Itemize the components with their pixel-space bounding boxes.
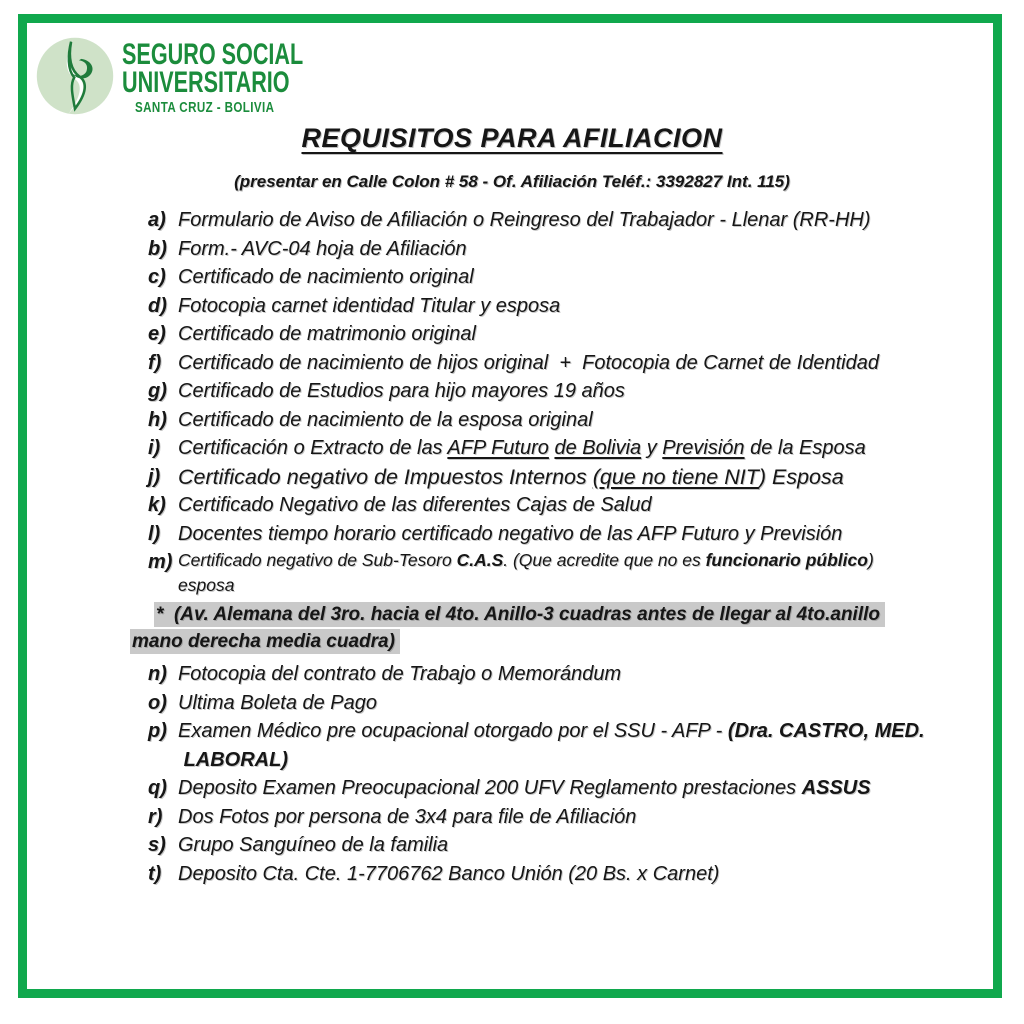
item-text-run: Deposito Examen Preocupacional 200 UFV Reglamento prestaciones xyxy=(178,777,802,799)
list-item xyxy=(0,491,1002,520)
item-text xyxy=(178,774,1002,803)
item-text xyxy=(178,860,1002,889)
note-item xyxy=(0,604,1002,653)
list-item xyxy=(0,520,1002,549)
item-label: i) xyxy=(148,437,161,459)
logo-line2: UNIVERSITARIO xyxy=(122,66,290,99)
list-item xyxy=(0,463,1002,492)
item-label: s) xyxy=(148,834,166,856)
item-text-run: AFP Futuro xyxy=(447,437,549,459)
list-item xyxy=(0,774,1002,803)
item-text-run: Formulario de Aviso de Afiliación o Reingreso del Trabajador - Llenar (RR-HH) xyxy=(178,209,871,231)
list-item xyxy=(0,660,1002,689)
item-text-run: de la Esposa xyxy=(744,437,866,459)
item-text-run: Certificación o Extracto de las xyxy=(178,437,448,459)
item-text xyxy=(178,660,1002,689)
item-text-run: funcionario público xyxy=(705,550,868,570)
item-text xyxy=(178,548,1002,598)
item-text-run: de Bolivia xyxy=(554,437,642,459)
logo-line3: SANTA CRUZ - BOLIVIA xyxy=(135,100,275,116)
list-item xyxy=(0,717,1002,774)
item-text-run: LABORAL) xyxy=(178,748,288,771)
item-text xyxy=(178,406,1002,435)
item-text xyxy=(178,292,1002,321)
item-text xyxy=(178,689,1002,718)
item-label: h) xyxy=(148,408,167,431)
logo xyxy=(34,34,314,124)
item-label: l) xyxy=(148,522,161,545)
item-text-run: Certificado de nacimiento de hijos original + Fotocopia de Carnet de Identidad xyxy=(178,351,879,374)
item-text-run: Fotocopia carnet identidad Titular y esposa xyxy=(178,294,561,317)
item-text xyxy=(178,434,1002,463)
item-label: b) xyxy=(148,237,167,260)
page-title: REQUISITOS PARA AFILIACION xyxy=(301,123,723,153)
item-label: f) xyxy=(148,351,162,374)
item-text-run: Previsión xyxy=(662,437,745,459)
item-text-run: C.A.S xyxy=(456,550,504,570)
item-text xyxy=(178,463,1002,492)
item-text xyxy=(178,520,1002,549)
item-text-run: Form.- AVC-04 hoja de Afiliación xyxy=(178,237,467,260)
list-item xyxy=(0,235,1002,264)
item-label: e) xyxy=(148,323,166,345)
item-label: g) xyxy=(148,380,167,402)
list-item xyxy=(0,434,1002,463)
item-text-run: Docentes tiempo horario certificado negativo de las AFP Futuro y Previsión xyxy=(178,522,843,545)
item-text-run: mano derecha media cuadra) xyxy=(130,629,400,654)
list-item xyxy=(0,406,1002,435)
item-text-run: esposa xyxy=(178,575,235,595)
item-label: c) xyxy=(148,266,166,288)
list-item xyxy=(0,320,1002,349)
logo-text xyxy=(122,38,374,116)
requirements-list xyxy=(0,206,1002,888)
item-text xyxy=(178,377,1002,406)
item-label: a) xyxy=(148,209,166,231)
list-item xyxy=(0,831,1002,860)
item-text-run: Certificado negativo de Sub-Tesoro xyxy=(178,550,457,570)
item-text xyxy=(178,717,1002,774)
item-label: r) xyxy=(148,805,163,828)
logo-line1: SEGURO SOCIAL xyxy=(122,38,304,71)
item-text-run: Certificado de Estudios para hijo mayores 19 años xyxy=(178,380,625,402)
list-item xyxy=(0,292,1002,321)
item-text xyxy=(178,206,1002,235)
item-text-run: Certificado negativo de Impuestos Internos xyxy=(178,464,593,489)
item-label: k) xyxy=(148,494,166,516)
item-text xyxy=(178,803,1002,832)
list-item xyxy=(0,377,1002,406)
item-text-run: Examen Médico pre ocupacional otorgado por el SSU - AFP - xyxy=(178,720,728,742)
item-text-run: Certificado de nacimiento de la esposa original xyxy=(178,408,593,431)
item-text-run: Deposito Cta. Cte. 1-7706762 Banco Unión (20 Bs. x Carnet) xyxy=(178,862,720,885)
item-text xyxy=(178,831,1002,860)
item-text-run: * (Av. Alemana del 3ro. hacia el 4to. Anillo-3 cuadras antes de llegar al 4to.anillo xyxy=(154,602,885,627)
item-text-run: y xyxy=(641,437,663,459)
item-label: m) xyxy=(148,551,173,573)
item-label: j) xyxy=(148,465,161,488)
item-text-run: Certificado de nacimiento original xyxy=(178,266,474,288)
item-text xyxy=(178,491,1002,520)
item-text-run: ) xyxy=(867,550,874,570)
item-text-run: (que no tiene NIT xyxy=(592,464,759,489)
item-label: q) xyxy=(148,777,167,799)
page-subtitle: (presentar en Calle Colon # 58 - Of. Afiliación Teléf.: 3392827 Int. 115) xyxy=(234,172,790,191)
item-text-run: (Dra. CASTRO, MED. xyxy=(727,720,925,742)
item-text-run: Certificado de matrimonio original xyxy=(178,323,476,345)
item-label: p) xyxy=(148,720,167,742)
item-text xyxy=(178,263,1002,292)
item-text xyxy=(178,320,1002,349)
list-item xyxy=(0,349,1002,378)
list-item xyxy=(0,689,1002,718)
item-label: t) xyxy=(148,862,162,885)
logo-circle-icon xyxy=(36,37,114,115)
item-text-run: Dos Fotos por persona de 3x4 para file de Afiliación xyxy=(178,805,637,828)
item-text xyxy=(178,235,1002,264)
item-text-run: ASSUS xyxy=(801,777,871,799)
item-label: d) xyxy=(148,294,167,317)
list-item xyxy=(0,263,1002,292)
item-label: o) xyxy=(148,691,167,714)
item-text-run: Ultima Boleta de Pago xyxy=(178,691,378,714)
list-item xyxy=(0,548,1002,598)
item-label: n) xyxy=(148,663,167,685)
list-item xyxy=(0,803,1002,832)
item-text xyxy=(178,349,1002,378)
item-text-run: Grupo Sanguíneo de la familia xyxy=(178,834,449,856)
item-text-run: . (Que acredite que no es xyxy=(503,550,706,570)
item-text-run: Fotocopia del contrato de Trabajo o Memorándum xyxy=(178,663,622,685)
list-item xyxy=(0,206,1002,235)
list-item xyxy=(0,860,1002,889)
item-text xyxy=(130,604,1002,653)
item-text-run: ) Esposa xyxy=(758,464,844,489)
item-text-run: Certificado Negativo de las diferentes Cajas de Salud xyxy=(178,494,652,516)
